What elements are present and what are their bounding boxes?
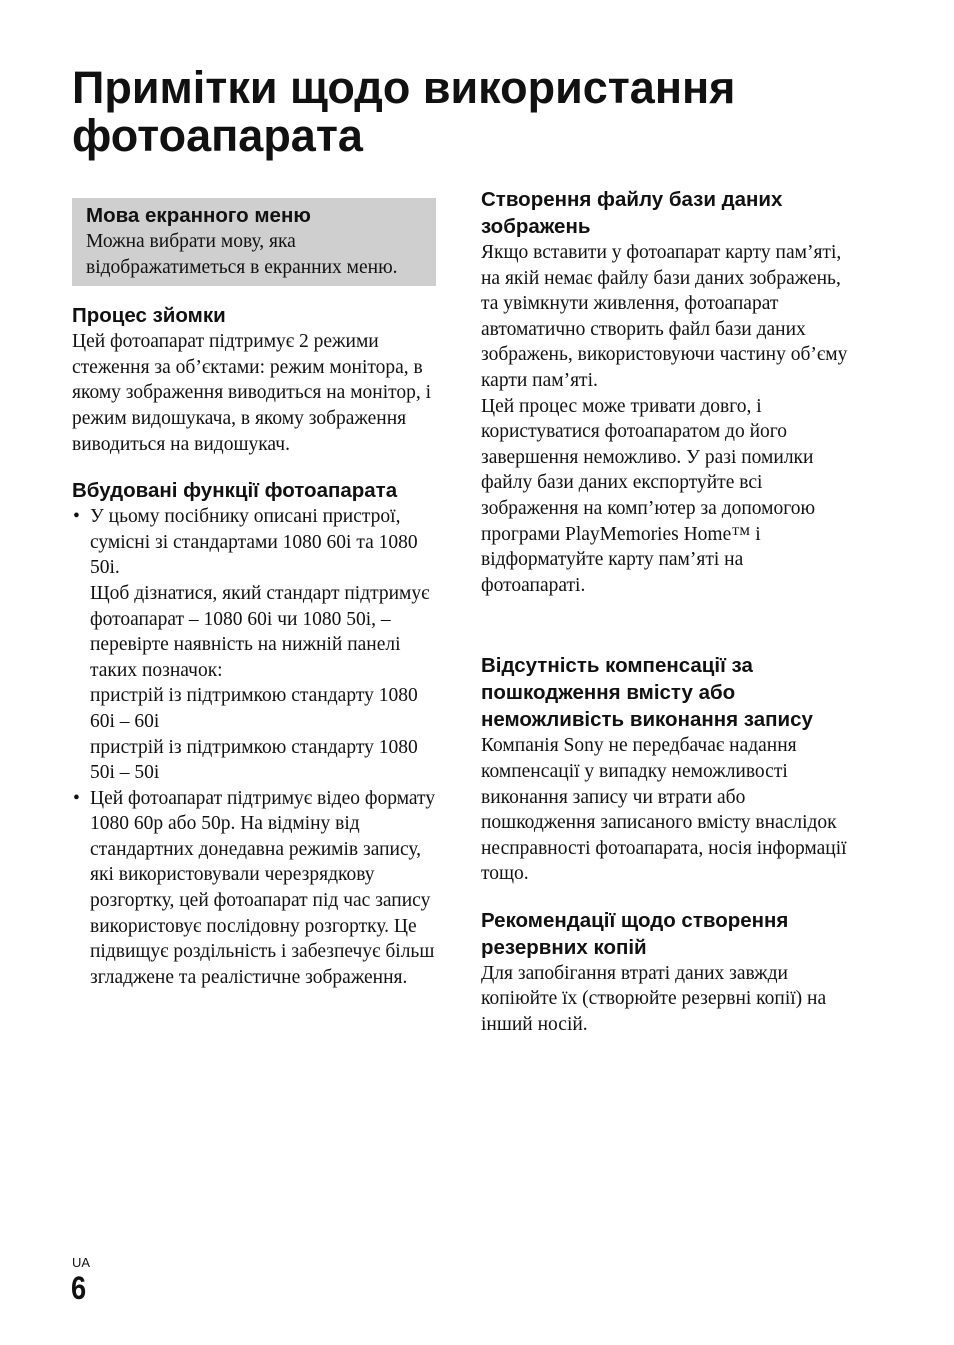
bullet-icon: • bbox=[73, 506, 80, 528]
database-text-2: Цей процес може тривати довго, і користуватися фотоапаратом до його завершення неможливо. У разі помилки файлу бази даних експортуйте всі зображення на комп’ютер за допомогою програми PlayMemories Home™ і відформатуйте карту пам’яті на фотоапараті. bbox=[481, 395, 816, 596]
database-heading: Створення файлу бази даних зображень bbox=[481, 188, 783, 238]
list-item-text: пристрій із підтримкою стандарту 1080 60i – 60i bbox=[90, 685, 418, 732]
menu-language-heading: Мова екранного меню bbox=[86, 204, 311, 227]
shooting-section bbox=[72, 302, 436, 457]
backup-heading: Рекомендації щодо створення резервних копій bbox=[481, 908, 789, 959]
backup-text: Для запобігання втраті даних завжди копіюйте їх (створюйте резервні копії) на інший носій. bbox=[481, 962, 827, 1036]
left-column bbox=[72, 198, 436, 1010]
list-item bbox=[72, 504, 436, 786]
bullet-icon: • bbox=[73, 787, 80, 809]
database-section bbox=[481, 186, 851, 598]
page-language-code: UA bbox=[72, 1255, 91, 1270]
menu-language-box bbox=[72, 198, 436, 286]
builtin-functions-heading: Вбудовані функції фотоапарата bbox=[72, 479, 398, 503]
right-column bbox=[481, 186, 851, 1058]
list-item-text: Цей фотоапарат підтримує відео формату 1080 60p або 50p. На відміну від стандартних донедавна режимів запису, які використовували черезрядкову розгортку, цей фотоапарат під час запису використовує послідовну розгортку. Це підвищує роздільність і забезпечує більш згладжене та реалістичне зображення. bbox=[90, 787, 436, 988]
compensation-section bbox=[481, 652, 851, 887]
shooting-text: Цей фотоапарат підтримує 2 режими стеження за об’єктами: режим монітора, в якому зображення виводиться на монітор, і режим видошукача, в якому зображення виводиться на видошукач. bbox=[72, 331, 432, 455]
page-title: Примітки щодо використання фотоапарата bbox=[72, 62, 736, 161]
list-item-text: пристрій із підтримкою стандарту 1080 50i – 50i bbox=[90, 736, 418, 784]
builtin-functions-list bbox=[72, 504, 436, 990]
list-item-text: Щоб дізнатися, який стандарт підтримує фотоапарат – 1080 60i чи 1080 50i, – перевірте наявність на нижній панелі таких позначок: bbox=[90, 582, 430, 681]
menu-language-text: Можна вибрати мову, яка відображатиметься в екранних меню. bbox=[86, 231, 398, 278]
list-item-text: У цьому посібнику описані пристрої, сумісні зі стандартами 1080 60i та 1080 50i. bbox=[90, 506, 418, 579]
list-item bbox=[72, 786, 436, 991]
page-number: 6 bbox=[71, 1270, 87, 1306]
compensation-heading: Відсутність компенсації за пошкодження вмісту або неможливість виконання запису bbox=[481, 654, 813, 732]
compensation-text: Компанія Sony не передбачає надання компенсації у випадку неможливості виконання запису чи втрати або пошкодження записаного вмісту внаслідок несправності фотоапарата, носія інформації тощо. bbox=[481, 735, 847, 885]
backup-section bbox=[481, 907, 851, 1038]
database-text: Якщо вставити у фотоапарат карту пам’яті, на якій немає файлу бази даних зображень, та увімкнути живлення, фотоапарат автоматично створить файл бази даних зображень, використовуючи частину об’єму карти пам’яті. bbox=[481, 242, 848, 391]
shooting-heading: Процес зйомки bbox=[72, 304, 226, 328]
builtin-functions-section bbox=[72, 477, 436, 990]
